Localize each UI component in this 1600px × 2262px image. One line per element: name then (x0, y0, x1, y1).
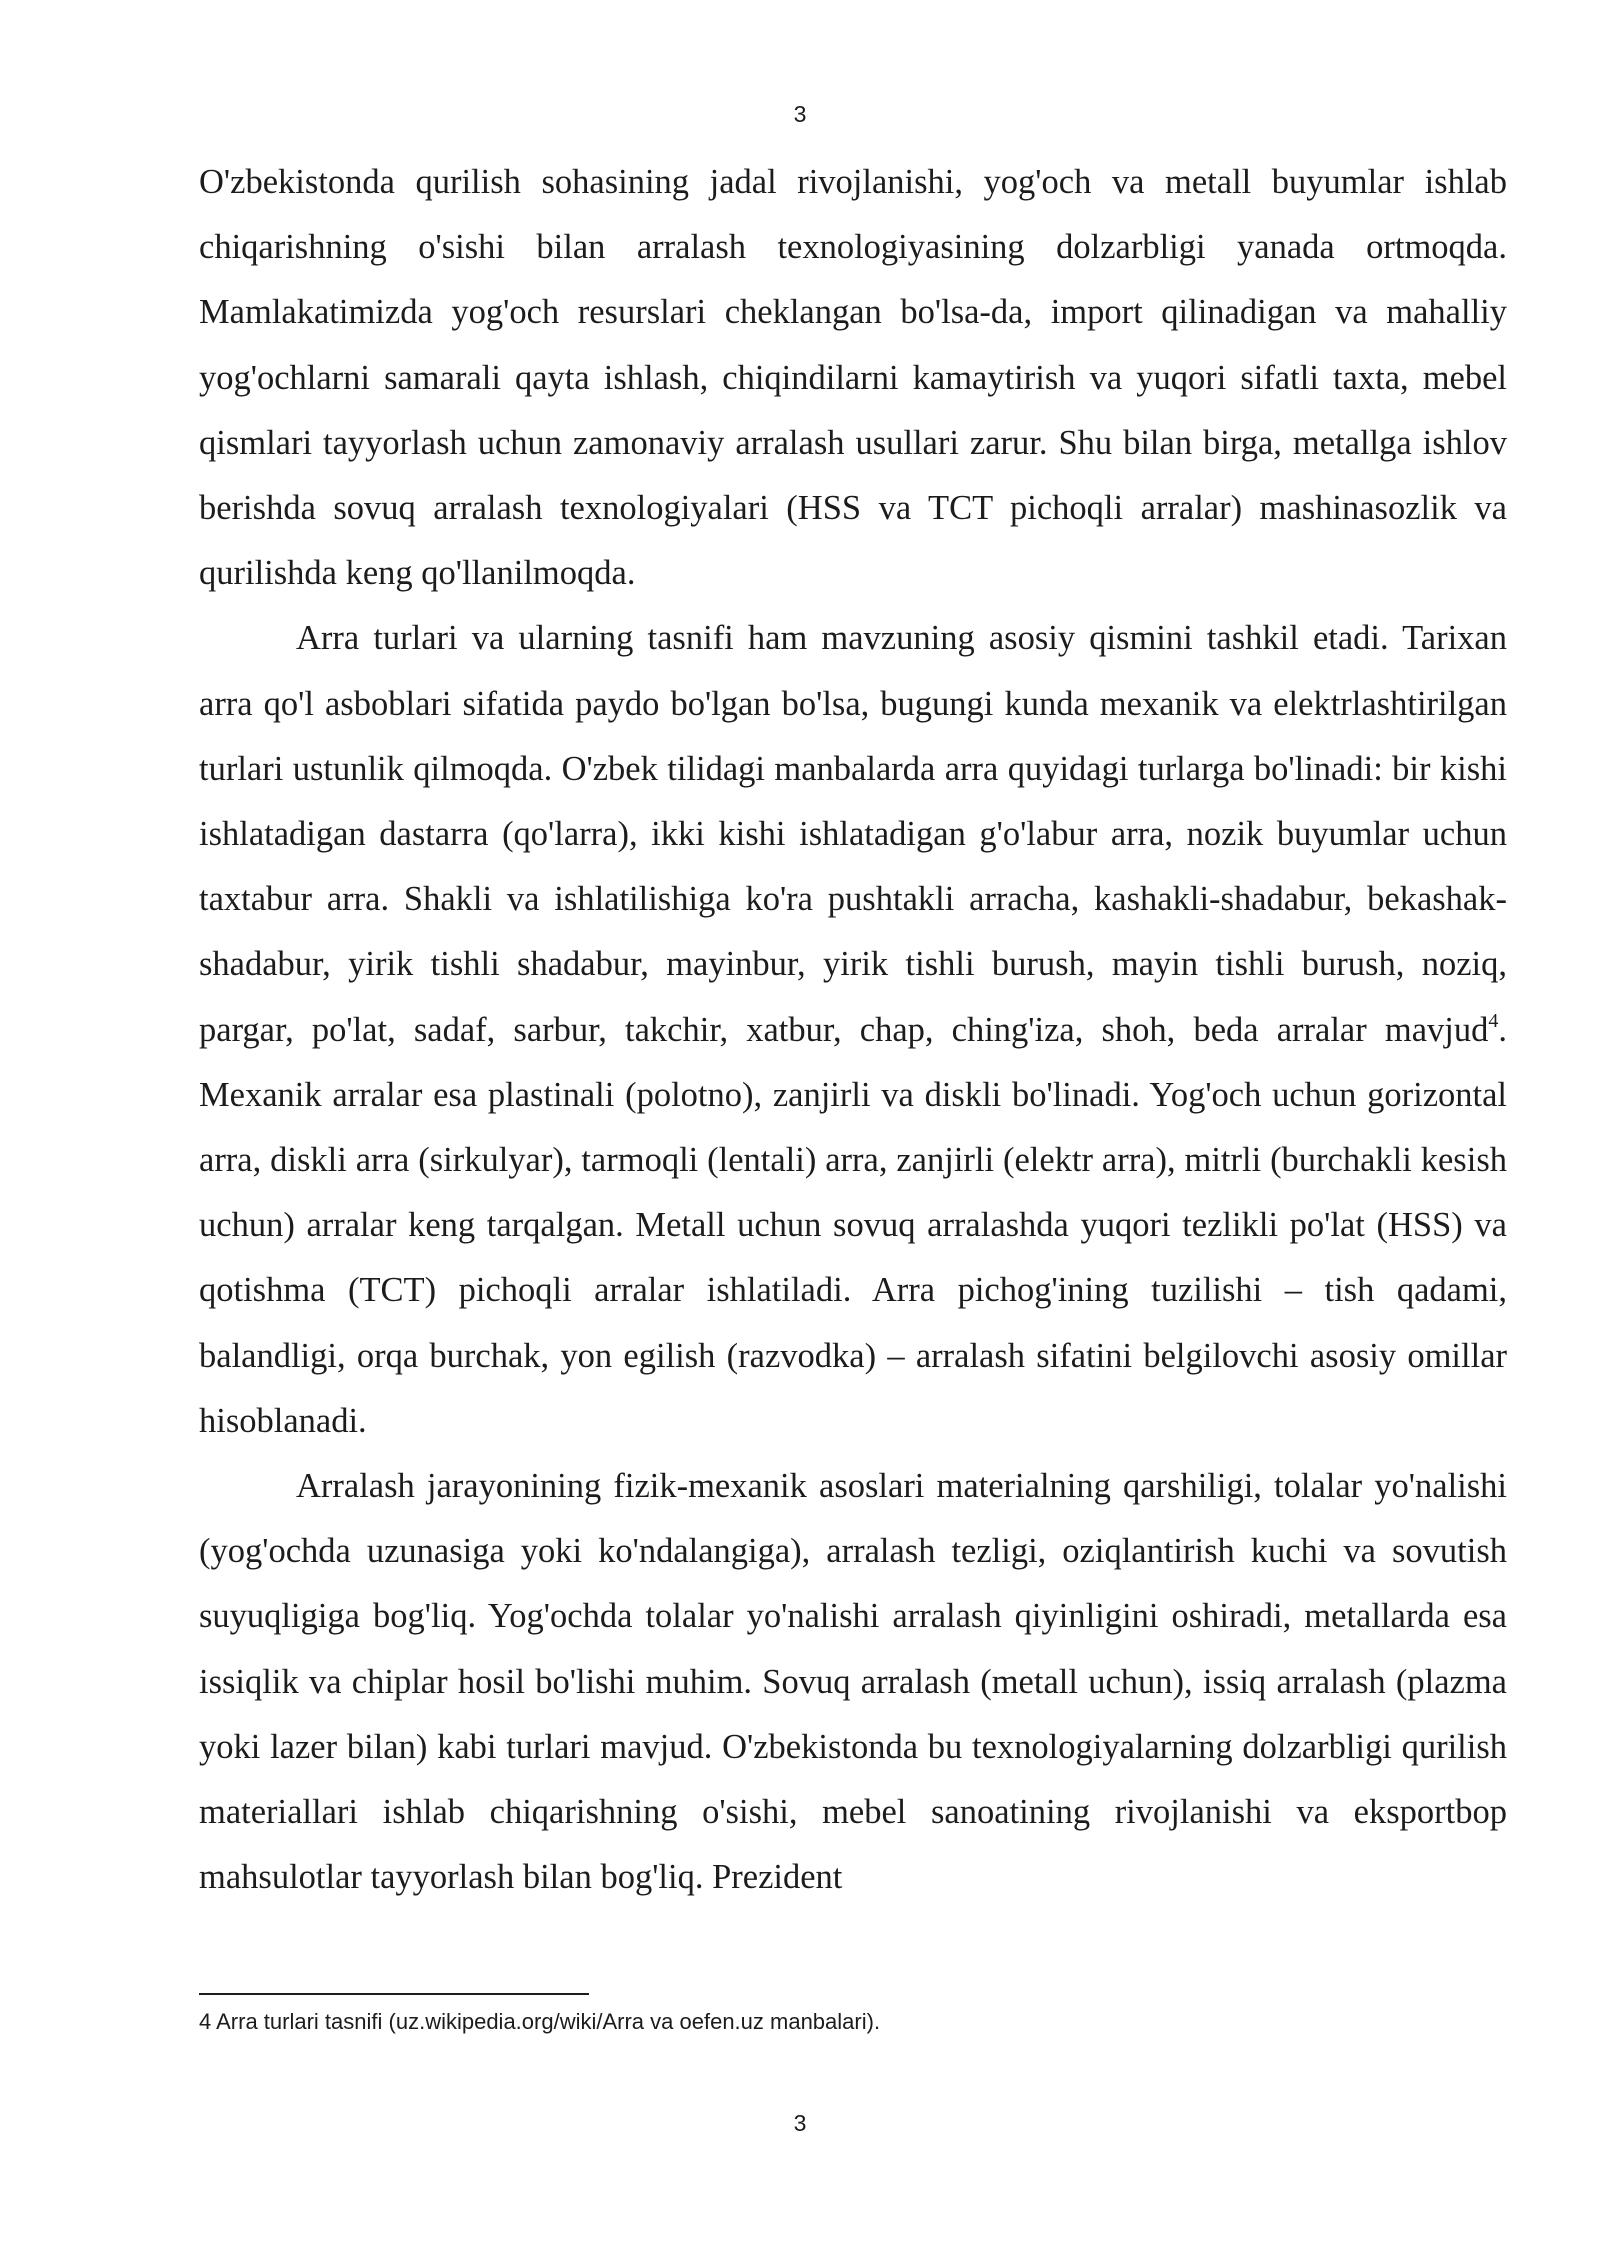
paragraph-3 (199, 1454, 1507, 1910)
paragraph-1 (199, 150, 1507, 606)
paragraph-3-text: Arralash jarayonining fizik-mexanik asoslari materialning qarshiligi, tolalar yo'nalishi (yog'ochda uzunasiga yoki ko'ndalangiga), arralash tezligi, oziqlantirish kuchi va sovutish suyuqligiga bog'liq. Yog'ochda tolalar yo'nalishi arralash qiyinligini oshiradi, metallarda esa issiqlik va chiplar hosil bo'lishi muhim. Sovuq arralash (metall uchun), issiq arralash (plazma yoki lazer bilan) kabi turlari mavjud. O'zbekistonda bu texnologiyalarning dolzarbligi qurilish materiallari ishlab chiqarishning o'sishi, mebel sanoatining rivojlanishi va eksportbop mahsulotlar tayyorlash bilan bog'liq. Prezident (199, 1467, 1507, 1897)
page-number-bottom: 3 (793, 2110, 807, 2136)
footnote-text: 4 Arra turlari tasnifi (uz.wikipedia.org/wiki/Arra va oefen.uz manbalari). (199, 2009, 881, 2034)
body-text (199, 150, 1507, 1910)
footnote-separator (199, 1993, 589, 1995)
paragraph-2-text-after-ref: . Mexanik arralar esa plastinali (polotno), zanjirli va diskli bo'linadi. Yog'och uchun gorizontal arra, diskli arra (sirkulyar), tarmoqli (lentali) arra, zanjirli (elektr arra), mitrli (burchakli kesish uchun) arralar keng tarqalgan. Metall uchun sovuq arralashda yuqori tezlikli po'lat (HSS) va qotishma (TCT) pichoqli arralar ishlatiladi. Arra pichog'ining tuzilishi – tish qadami, balandligi, orqa burchak, yon egilish (razvodka) – arralash sifatini belgilovchi asosiy omillar hisoblanadi. (199, 1010, 1507, 1440)
paragraph-2 (199, 606, 1507, 1454)
page-number-top: 3 (793, 101, 807, 127)
paragraph-1-text: O'zbekistonda qurilish sohasining jadal rivojlanishi, yog'och va metall buyumlar ishlab chiqarishning o'sishi bilan arralash texnologiyasining dolzarbligi yanada ortmoqda. Mamlakatimizda yog'och resurslari cheklangan bo'lsa-da, import qilinadigan va mahalliy yog'ochlarni samarali qayta ishlash, chiqindilarni kamaytirish va yuqori sifatli taxta, mebel qismlari tayyorlash uchun zamonaviy arralash usullari zarur. Shu bilan birga, metallga ishlov berishda sovuq arralash texnologiyalari (HSS va TCT pichoqli arralar) mashinasozlik va qurilishda keng qo'llanilmoqda. (199, 163, 1507, 593)
paragraph-2-text-before-ref: Arra turlari va ularning tasnifi ham mavzuning asosiy qismini tashkil etadi. Tarixan arra qo'l asboblari sifatida paydo bo'lgan bo'lsa, bugungi kunda mexanik va elektrlashtirilgan turlari ustunlik qilmoqda. O'zbek tilidagi manbalarda arra quyidagi turlarga bo'linadi: bir kishi ishlatadigan dastarra (qo'larra), ikki kishi ishlatadigan g'o'labur arra, nozik buyumlar uchun taxtabur arra. Shakli va ishlatilishiga ko'ra pushtakli arracha, kashakli-shadabur, bekashak-shadabur, yirik tishli shadabur, mayinbur, yirik tishli burush, mayin tishli burush, noziq, pargar, po'lat, sadaf, sarbur, takchir, xatbur, chap, ching'iza, shoh, beda arralar mavjud (199, 619, 1507, 1049)
footnote-reference[interactable]: 4 (1488, 1009, 1499, 1032)
